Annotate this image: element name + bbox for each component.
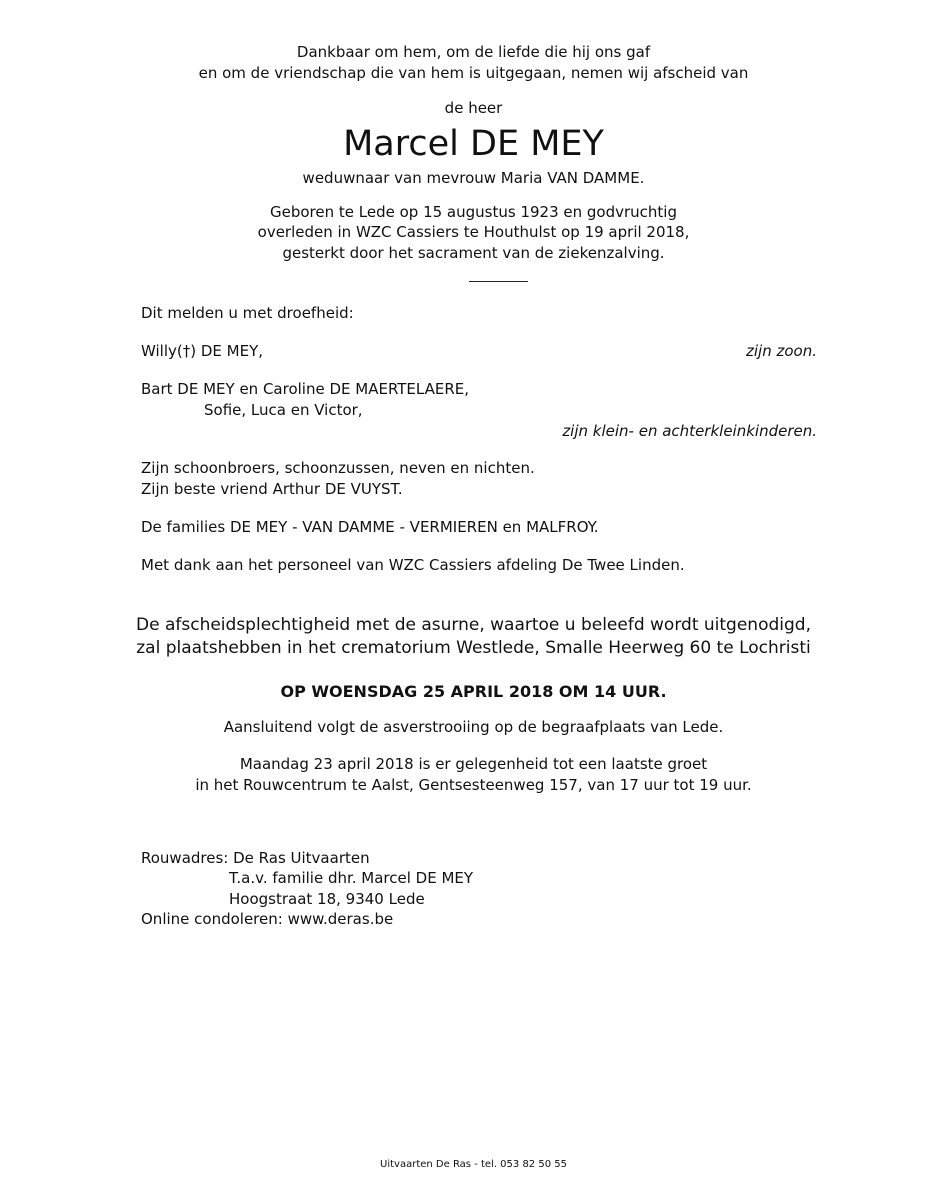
address-line-1: Rouwadres: De Ras Uitvaarten [141,849,370,867]
ceremony-datetime: OP WOENSDAG 25 APRIL 2018 OM 14 UUR. [280,682,667,701]
deceased-name: Marcel DE MEY [343,124,604,164]
spouse-line: weduwnaar van mevrouw Maria VAN DAMME. [302,169,645,187]
divider [469,281,528,282]
son-name: Willy(†) DE MEY, [141,342,263,360]
birth-death-line-2: overleden in WZC Cassiers te Houthulst op 19 april 2018, [257,223,690,241]
grandchildren-line-1: Bart DE MEY en Caroline DE MAERTELAERE, [141,380,470,398]
online-condolence: Online condoleren: www.deras.be [141,910,394,928]
birth-death-line-1: Geboren te Lede op 15 augustus 1923 en godvruchtig [270,203,677,221]
address-line-3: Hoogstraat 18, 9340 Lede [229,890,425,908]
address-line-2: T.a.v. familie dhr. Marcel DE MEY [229,869,474,887]
intro-line-2: en om de vriendschap die van hem is uitgegaan, nemen wij afscheid van [198,64,749,82]
ceremony-line-2: zal plaatshebben in het crematorium Westlede, Smalle Heerweg 60 te Lochristi [136,638,811,658]
salutation: de heer [444,99,503,117]
grandchildren-line-2: Sofie, Luca en Victor, [204,401,363,419]
visit-line-1: Maandag 23 april 2018 is er gelegenheid tot een laatste groet [239,755,708,773]
families-line: De families DE MEY - VAN DAMME - VERMIEREN en MALFROY. [141,518,599,536]
footer: Uitvaarten De Ras - tel. 053 82 50 55 [380,1159,567,1170]
birth-death-line-3: gesterkt door het sacrament van de ziekenzalving. [282,244,665,262]
thanks-line: Met dank aan het personeel van WZC Cassiers afdeling De Twee Linden. [141,556,685,574]
ceremony-line-1: De afscheidsplechtigheid met de asurne, waartoe u beleefd wordt uitgenodigd, [136,615,811,635]
intro-line-1: Dankbaar om hem, om de liefde die hij ons gaf [296,43,651,61]
visit-line-2: in het Rouwcentrum te Aalst, Gentsesteenweg 157, van 17 uur tot 19 uur. [195,776,752,794]
ceremony-after: Aansluitend volgt de asverstrooiing op de begraafplaats van Lede. [223,718,724,736]
announce-label: Dit melden u met droefheid: [141,304,354,322]
inlaws-line: Zijn schoonbroers, schoonzussen, neven en nichten. [141,459,535,477]
friend-line: Zijn beste vriend Arthur DE VUYST. [141,480,403,498]
grandchildren-relation: zijn klein- en achterkleinkinderen. [562,422,817,440]
son-relation: zijn zoon. [746,342,817,360]
